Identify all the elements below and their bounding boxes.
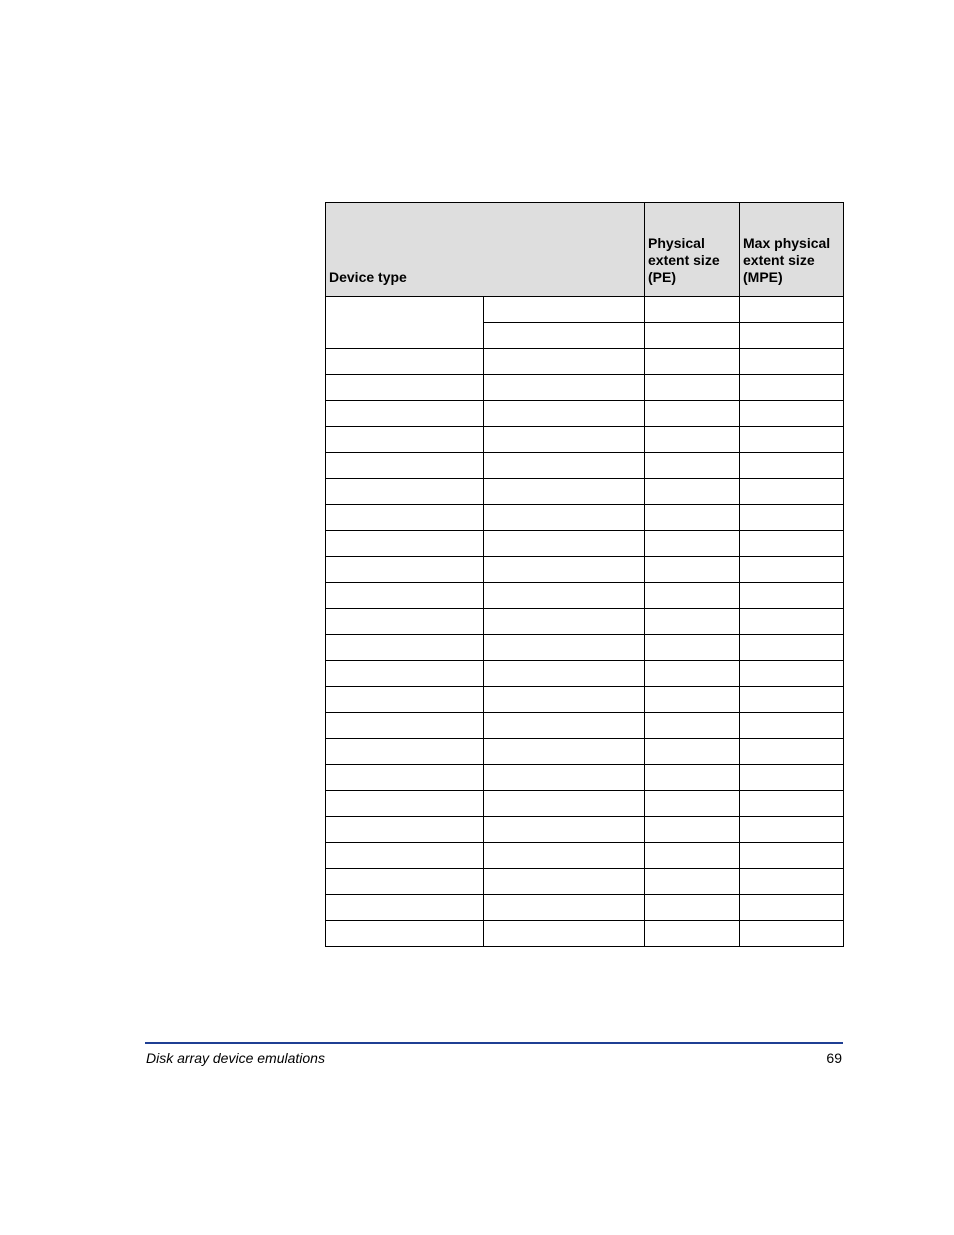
- table-cell: [645, 635, 740, 661]
- table-row: [326, 427, 844, 453]
- table-cell: [484, 583, 645, 609]
- table-cell: [484, 505, 645, 531]
- table-cell: [484, 349, 645, 375]
- table-row: [326, 479, 844, 505]
- table-cell: [484, 297, 645, 323]
- table-cell: [326, 479, 484, 505]
- table-cell: [740, 453, 844, 479]
- table-cell: [740, 401, 844, 427]
- table-row: [326, 713, 844, 739]
- table-cell: [326, 583, 484, 609]
- table-cell: [740, 323, 844, 349]
- table-cell: [740, 713, 844, 739]
- table-cell: [326, 739, 484, 765]
- table-cell: [484, 739, 645, 765]
- table-cell: [484, 817, 645, 843]
- table-row: [326, 531, 844, 557]
- table-cell: [740, 635, 844, 661]
- footer-rule: [145, 1042, 843, 1044]
- table-cell: [645, 453, 740, 479]
- table-cell: [326, 453, 484, 479]
- header-physical-extent-size: Physical extent size (PE): [645, 203, 740, 297]
- table-cell: [740, 505, 844, 531]
- table-row: [326, 635, 844, 661]
- table-cell: [326, 921, 484, 947]
- table-cell: [484, 895, 645, 921]
- table-cell: [740, 843, 844, 869]
- table-cell: [484, 323, 645, 349]
- header-max-physical-extent-size: Max physical extent size (MPE): [740, 203, 844, 297]
- table-cell: [484, 453, 645, 479]
- table-cell: [326, 713, 484, 739]
- table-cell: [645, 791, 740, 817]
- table-cell: [645, 921, 740, 947]
- table-cell: [484, 843, 645, 869]
- table-cell: [326, 427, 484, 453]
- footer-section-title: Disk array device emulations: [146, 1050, 325, 1066]
- table-cell: [484, 401, 645, 427]
- table-cell: [645, 427, 740, 453]
- table-cell: [645, 583, 740, 609]
- device-extent-table: [325, 202, 844, 947]
- table-cell: [645, 687, 740, 713]
- table-cell: [326, 609, 484, 635]
- table-row: [326, 739, 844, 765]
- table-row: [326, 895, 844, 921]
- table-row: [326, 583, 844, 609]
- table-cell: [740, 817, 844, 843]
- table-cell: [326, 375, 484, 401]
- table-cell: [740, 375, 844, 401]
- table-cell: [740, 583, 844, 609]
- table-cell: [326, 661, 484, 687]
- table-cell: [326, 687, 484, 713]
- table-cell: [326, 791, 484, 817]
- table-row: [326, 843, 844, 869]
- table-cell: [645, 375, 740, 401]
- table-row: [326, 609, 844, 635]
- table-row: [326, 297, 844, 323]
- table-cell: [740, 349, 844, 375]
- header-device-type: Device type: [326, 203, 645, 297]
- page-number: 69: [826, 1050, 842, 1066]
- table-cell: [484, 687, 645, 713]
- table-cell: [645, 869, 740, 895]
- table-body: [326, 297, 844, 947]
- table-row: [326, 791, 844, 817]
- table-cell: [484, 635, 645, 661]
- table-cell: [484, 661, 645, 687]
- table-cell: [484, 765, 645, 791]
- table-cell: [740, 479, 844, 505]
- table-row: [326, 401, 844, 427]
- table-cell: [326, 505, 484, 531]
- table-cell: [645, 323, 740, 349]
- table-cell: [645, 661, 740, 687]
- table-cell: [645, 765, 740, 791]
- table-cell: [326, 765, 484, 791]
- table-cell: [645, 817, 740, 843]
- table-cell: [326, 297, 484, 349]
- table-cell: [484, 531, 645, 557]
- table-cell: [740, 687, 844, 713]
- table-row: [326, 765, 844, 791]
- table-row: [326, 375, 844, 401]
- table-cell: [645, 739, 740, 765]
- table-row: [326, 921, 844, 947]
- table-cell: [645, 479, 740, 505]
- table-cell: [484, 557, 645, 583]
- table-cell: [326, 895, 484, 921]
- table-cell: [326, 349, 484, 375]
- table-cell: [740, 739, 844, 765]
- table-cell: [484, 375, 645, 401]
- table-cell: [740, 557, 844, 583]
- table-cell: [484, 427, 645, 453]
- table-cell: [645, 713, 740, 739]
- table-row: [326, 687, 844, 713]
- table-cell: [326, 531, 484, 557]
- table-row: [326, 557, 844, 583]
- table-row: [326, 869, 844, 895]
- table-cell: [326, 869, 484, 895]
- table-cell: [326, 401, 484, 427]
- table-row: [326, 505, 844, 531]
- table-cell: [645, 895, 740, 921]
- table-header-row: [326, 203, 844, 297]
- table-cell: [484, 791, 645, 817]
- table-cell: [740, 895, 844, 921]
- table-cell: [645, 609, 740, 635]
- table-cell: [326, 557, 484, 583]
- table-cell: [740, 765, 844, 791]
- table-cell: [645, 557, 740, 583]
- table-row: [326, 453, 844, 479]
- table-cell: [645, 505, 740, 531]
- table-row: [326, 817, 844, 843]
- table-cell: [645, 531, 740, 557]
- table-cell: [740, 427, 844, 453]
- table-cell: [484, 609, 645, 635]
- table-cell: [645, 401, 740, 427]
- table-cell: [740, 791, 844, 817]
- table-cell: [740, 297, 844, 323]
- table-cell: [740, 609, 844, 635]
- table-cell: [740, 661, 844, 687]
- table-cell: [740, 531, 844, 557]
- table-cell: [484, 479, 645, 505]
- table-cell: [326, 817, 484, 843]
- table-cell: [740, 921, 844, 947]
- table-cell: [326, 843, 484, 869]
- table-row: [326, 661, 844, 687]
- table-cell: [645, 843, 740, 869]
- table-cell: [645, 349, 740, 375]
- table-cell: [484, 713, 645, 739]
- table-cell: [740, 869, 844, 895]
- table-cell: [645, 297, 740, 323]
- table-row: [326, 349, 844, 375]
- table-cell: [484, 869, 645, 895]
- table-cell: [484, 921, 645, 947]
- table-cell: [326, 635, 484, 661]
